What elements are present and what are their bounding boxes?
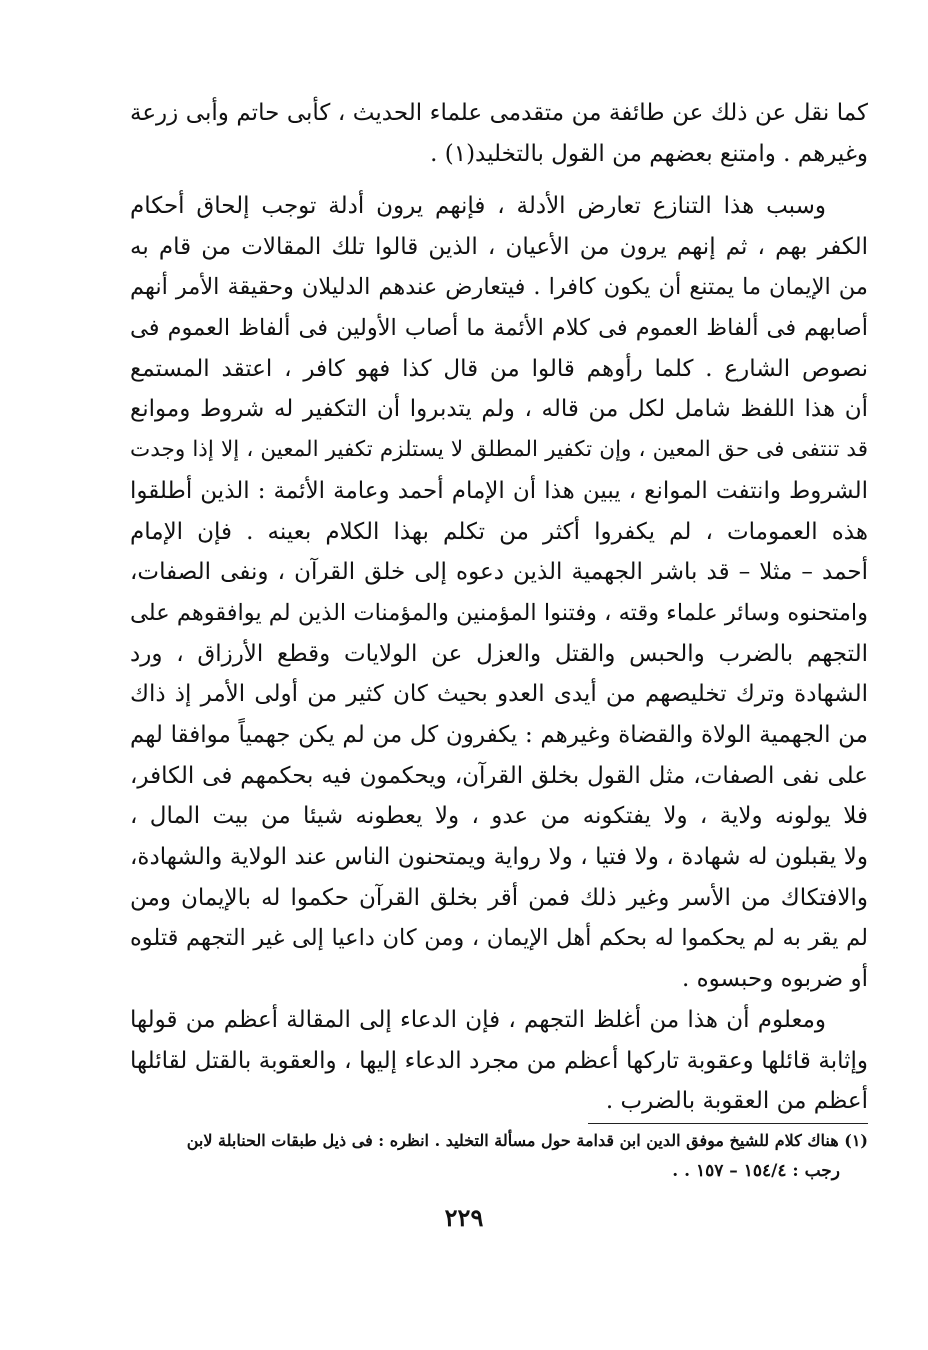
- text-line: والافتكاك من الأسر وغير ذلك فمن أقر بخلق القرآن حكموا له بالإيمان ومن: [130, 884, 868, 911]
- text-line: وإثابة قائلها وعقوبة تاركها أعظم من مجرد الدعاء إليها ، والعقوبة بالقتل لقائلها: [130, 1047, 868, 1074]
- paragraph-2: [130, 186, 868, 1000]
- footnotes: [170, 1126, 868, 1186]
- text-line: ومعلوم أن هذا من أغلظ التجهم ، فإن الدعاء إلى المقالة أعظم من قولها: [130, 1007, 826, 1033]
- text-line: الشهادة وترك تخليصهم من أيدى العدو بحيث كان كثير من أولى الأمر إذ ذاك: [130, 681, 868, 708]
- text-line: وامتحنوه وسائر علماء وقته ، وفتنوا المؤمنين والمؤمنات الذين لم يوافقوهم على: [130, 599, 868, 626]
- text-line: نصوص الشارع . كلما رأوهم قالوا من قال كذا فهو كافر ، اعتقد المستمع: [130, 355, 868, 382]
- text-line: الشروط وانتفت الموانع ، يبين هذا أن الإمام أحمد وعامة الأئمة : الذين أطلقوا: [130, 477, 868, 504]
- text-line: أو ضربوه وحبسوه .: [681, 966, 868, 993]
- footnote-divider: [588, 1123, 868, 1124]
- text-line: أعظم من العقوبة بالضرب .: [605, 1088, 868, 1115]
- page-number: ٢٢٩: [444, 1203, 484, 1232]
- text-line: من الجهمية الولاة والقضاة وغيرهم : يكفرون كل من لم يكن جهمياً موافقا لهم: [130, 721, 868, 748]
- text-line: على نفى الصفات، مثل القول بخلق القرآن، ويحكمون فيه بحكمهم فى الكافر،: [130, 762, 868, 789]
- text-line: فلا يولونه ولاية ، ولا يفتكونه من عدو ، ولا يعطونه شيئا من بيت المال ،: [130, 803, 868, 830]
- text-line: التجهم بالضرب والحبس والقتل والعزل عن الولايات وقطع الأرزاق ، ورد: [130, 640, 868, 667]
- footnote-line: (١) هناك كلام للشيخ موفق الدين ابن قدامة حول مسألة التخليد . انظره : فى ذيل طبقات الحنابلة لابن: [186, 1131, 868, 1150]
- paragraph-1: [130, 93, 868, 174]
- text-line: كما نقل عن ذلك عن طائفة من متقدمى علماء الحديث ، كأبى حاتم وأبى زرعة: [130, 100, 868, 126]
- text-line: أن هذا اللفظ شامل لكل من قاله ، ولم يتدبروا أن التكفير له شروط وموانع: [130, 396, 868, 423]
- text-line: قد تنتفى فى حق المعين ، وإن تكفير المطلق لا يستلزم تكفير المعين ، إلا إذا وجدت: [130, 437, 868, 463]
- text-line: لم يقر به لم يحكموا له بحكم أهل الإيمان ، ومن كان داعيا إلى غير التجهم قتلوه: [130, 925, 868, 952]
- text-line: أصابهم فى ألفاظ العموم فى كلام الأئمة ما أصاب الأولين فى ألفاظ العموم فى: [130, 315, 868, 342]
- text-line: من الإيمان ما يمتنع أن يكون كافرا . فيتعارض عندهم الدليلان وحقيقة الأمر أنهم: [130, 274, 868, 301]
- text-line: وغيرهم . وامتنع بعضهم من القول بالتخليد(١) .: [430, 140, 868, 167]
- footnote-line: رجب : ١٥٤/٤ – ١٥٧ . .: [672, 1161, 840, 1181]
- text-line: ولا يقبلون له شهادة ، ولا فتيا ، ولا رواية ويمتحنون الناس عند الولاية والشهادة،: [130, 844, 868, 870]
- text-line: هذه العمومات ، لم يكفروا أكثر من تكلم بهذا الكلام بعينه . فإن الإمام: [130, 518, 868, 545]
- paragraph-3: [130, 1000, 868, 1122]
- text-line: وسبب هذا التنازع تعارض الأدلة ، فإنهم يرون أدلة توجب إلحاق أحكام: [130, 193, 826, 219]
- text-line: الكفر بهم ، ثم إنهم يرون من الأعيان ، الذين قالوا تلك المقالات من قام به: [130, 233, 868, 260]
- text-line: أحمد – مثلا – قد باشر الجهمية الذين دعوه إلى خلق القرآن ، ونفى الصفات،: [130, 559, 868, 586]
